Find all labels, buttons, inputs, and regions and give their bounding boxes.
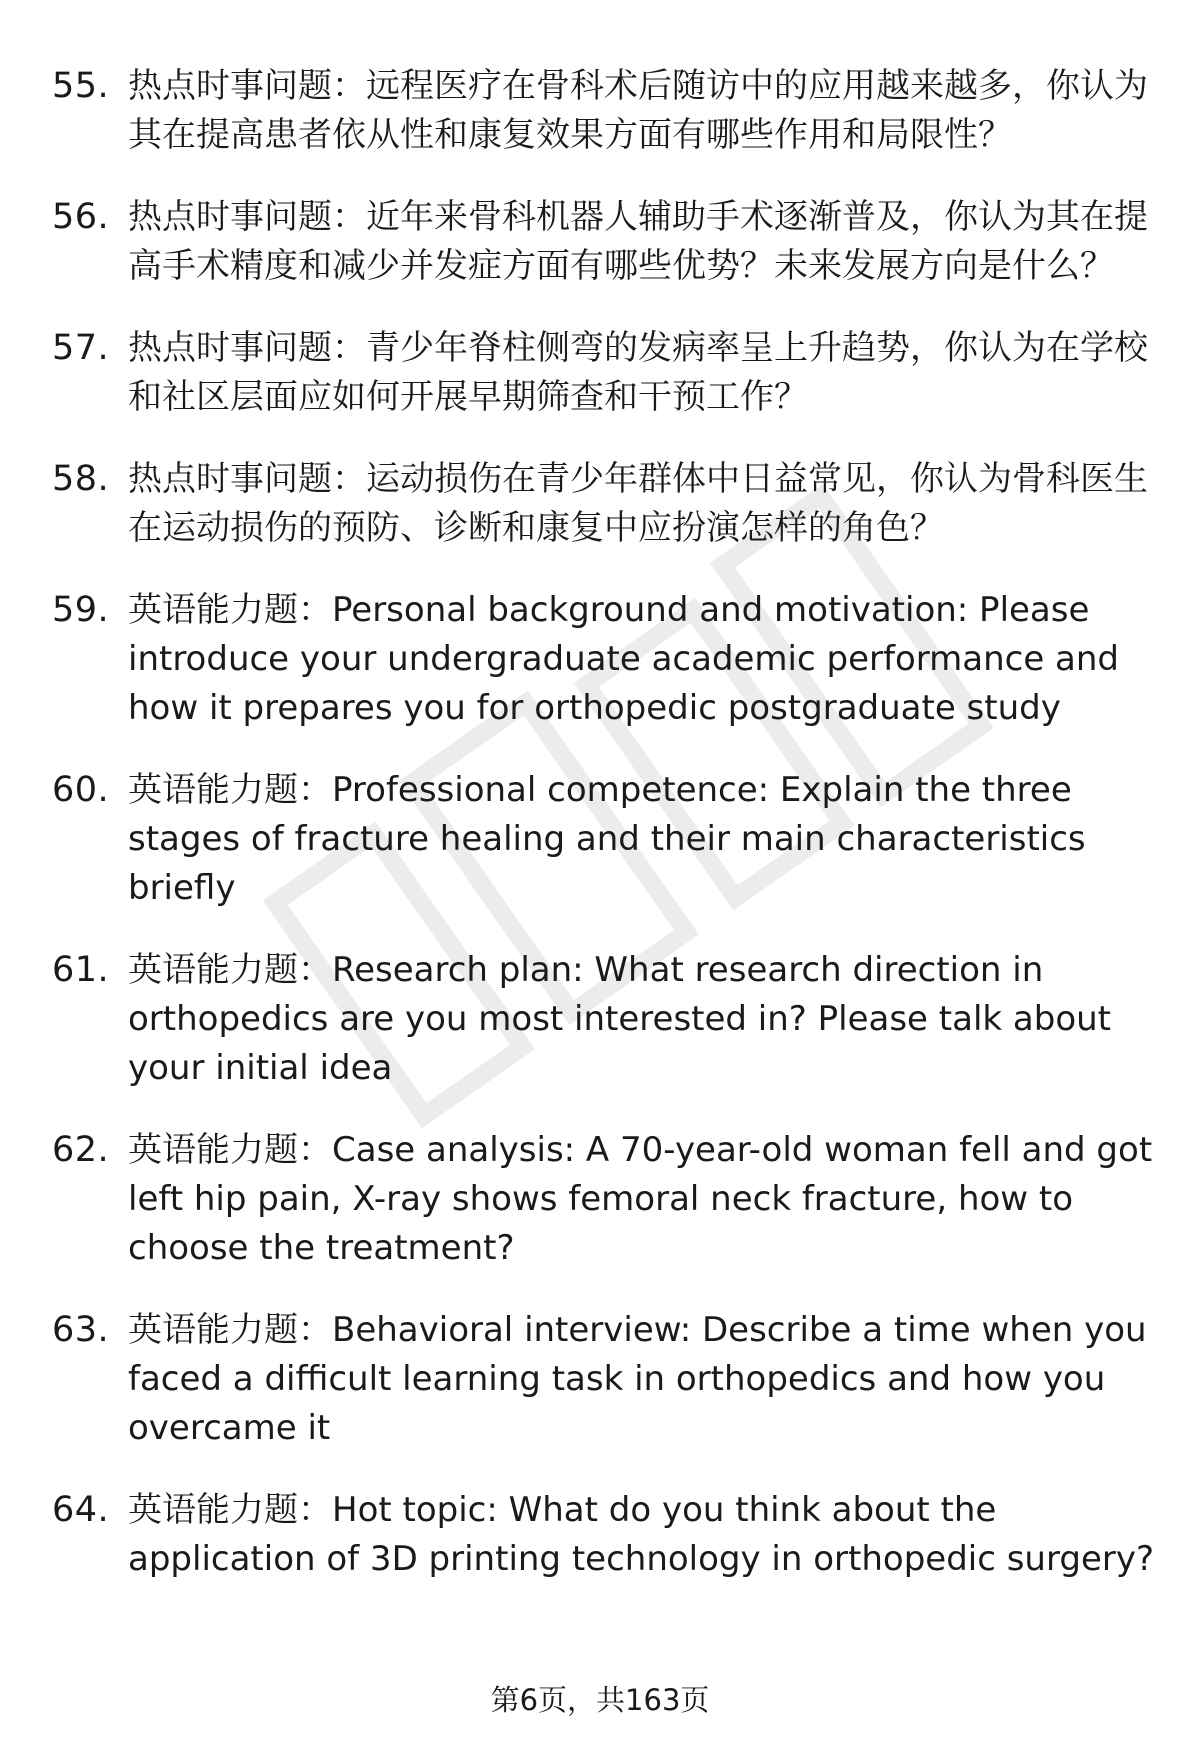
question-item bbox=[52, 1126, 1162, 1273]
question-item bbox=[52, 1486, 1162, 1584]
question-number: 60. bbox=[52, 770, 110, 810]
question-text: 英语能力题：Hot topic: What do you think about the application of 3D printing technology in orthopedic surgery? bbox=[128, 1490, 1155, 1579]
question-text: 热点时事问题：运动损伤在青少年群体中日益常见，你认为骨科医生在运动损伤的预防、诊断和康复中应扮演怎样的角色？ bbox=[128, 459, 1148, 548]
question-text: 热点时事问题：近年来骨科机器人辅助手术逐渐普及，你认为其在提高手术精度和减少并发症方面有哪些优势？未来发展方向是什么？ bbox=[128, 197, 1148, 286]
question-number: 56. bbox=[52, 197, 110, 237]
question-item bbox=[52, 1306, 1162, 1453]
question-text: 英语能力题：Personal background and motivation: Please introduce your undergraduate academic performance and how it prepares you for orthopedic postgraduate study bbox=[128, 590, 1120, 728]
question-item bbox=[52, 455, 1162, 553]
question-text: 热点时事问题：远程医疗在骨科术后随访中的应用越来越多，你认为其在提高患者依从性和康复效果方面有哪些作用和局限性？ bbox=[128, 66, 1148, 155]
question-number: 63. bbox=[52, 1310, 110, 1350]
question-number: 55. bbox=[52, 66, 110, 106]
question-item bbox=[52, 946, 1162, 1093]
question-item bbox=[52, 586, 1162, 733]
question-text: 热点时事问题：青少年脊柱侧弯的发病率呈上升趋势，你认为在学校和社区层面应如何开展早期筛查和干预工作？ bbox=[128, 328, 1148, 417]
question-number: 59. bbox=[52, 590, 110, 630]
question-item bbox=[52, 324, 1162, 422]
question-text: 英语能力题：Professional competence: Explain the three stages of fracture healing and their main characteristics briefly bbox=[128, 770, 1086, 908]
question-text: 英语能力题：Case analysis: A 70-year-old woman fell and got left hip pain, X-ray shows femoral neck fracture, how to choose the treatment? bbox=[128, 1130, 1153, 1268]
question-number: 61. bbox=[52, 950, 110, 990]
question-item bbox=[52, 193, 1162, 291]
question-number: 58. bbox=[52, 459, 110, 499]
question-item bbox=[52, 62, 1162, 160]
page-footer bbox=[0, 1680, 1200, 1720]
page-number-label: 第6页，共163页 bbox=[490, 1683, 710, 1717]
question-text: 英语能力题：Behavioral interview: Describe a time when you faced a difficult learning task in orthopedics and how you overcame it bbox=[128, 1310, 1147, 1448]
question-text: 英语能力题：Research plan: What research direction in orthopedics are you most interested in? Please talk about your initial idea bbox=[128, 950, 1111, 1088]
question-list bbox=[52, 62, 1162, 1617]
question-number: 64. bbox=[52, 1490, 110, 1530]
question-number: 62. bbox=[52, 1130, 110, 1170]
question-number: 57. bbox=[52, 328, 110, 368]
question-item bbox=[52, 766, 1162, 913]
